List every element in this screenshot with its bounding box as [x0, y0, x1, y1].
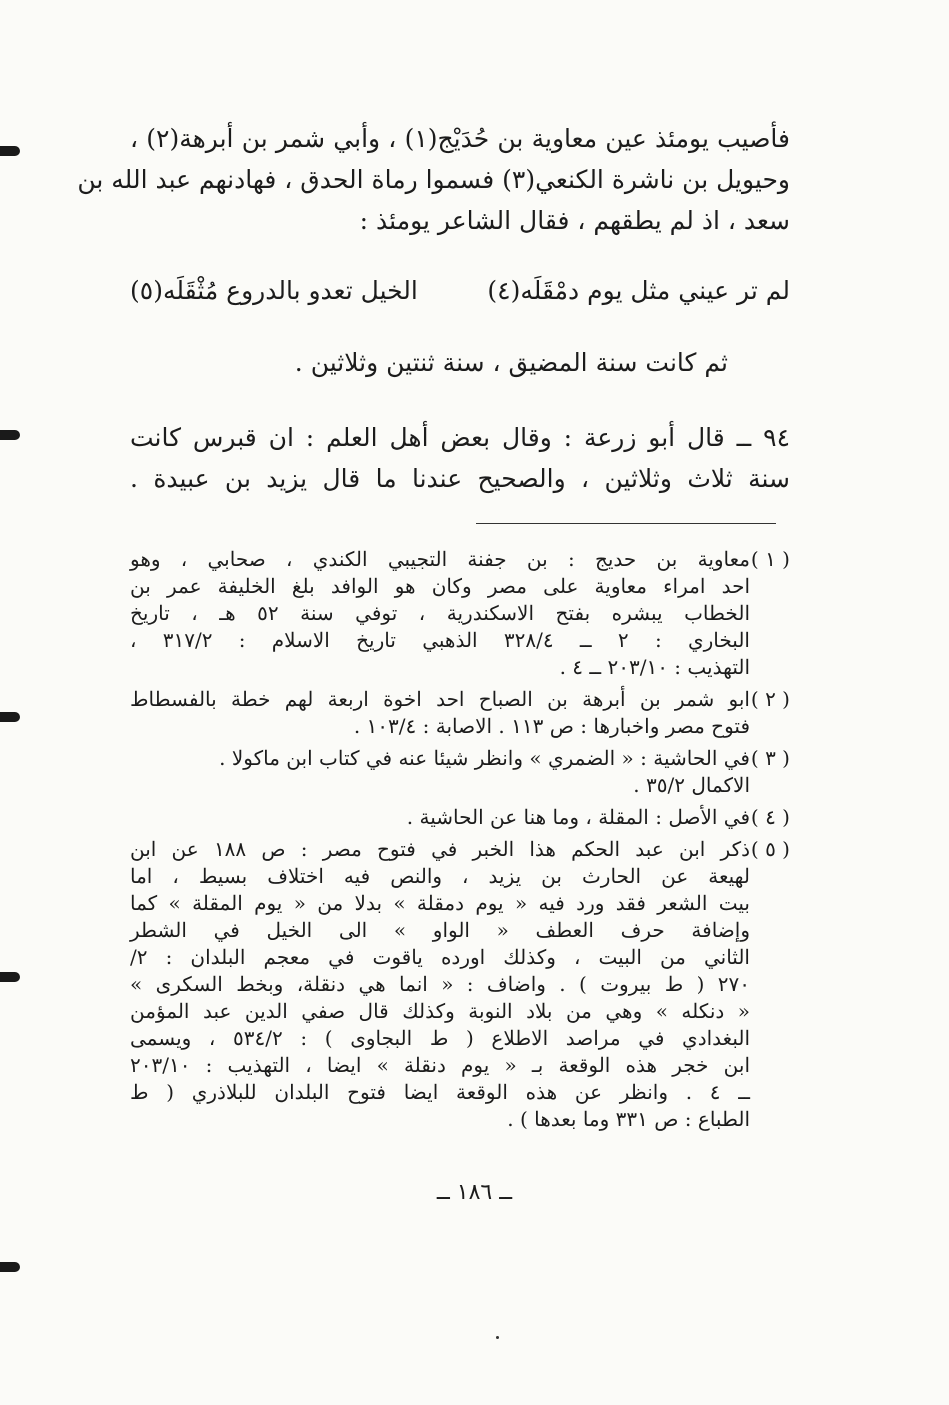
footnote-line: فتوح مصر واخبارها : ص ١١٣ . الاصابة : ١٠٣/٤ .: [353, 714, 750, 738]
text-line: وحيويل بن ناشرة الكنعي(٣) فسموا رماة الحدق ، فهادنهم عبد الله بن: [77, 165, 790, 194]
footnote-number: ( ٣ ): [750, 746, 790, 770]
speck: [496, 1336, 499, 1339]
footnote-4: [130, 804, 790, 831]
footnote-line: الاكمال ٣٥/٢ .: [633, 773, 750, 797]
text-line: ٩٤ ــ قال أبو زرعة : وقال بعض أهل العلم : ان قبرس كانت: [130, 423, 790, 452]
footnote-line: وإضافة حرف العطف « الواو » الى الخيل في الشطر: [130, 918, 750, 942]
footnote-line: ــ ٤ . وانظر عن هذه الوقعة ايضا فتوح البلدان للبلاذري ( ط: [130, 1080, 750, 1104]
binding-mark: [0, 430, 20, 440]
footnote-line: « دنكله » وهي من بلاد النوبة وكذلك قال صفي الدين عبد المؤمن: [130, 999, 750, 1023]
footnote-line: الخطاب يبشره بفتح الاسكندرية ، توفي سنة ٥٢ هـ ، تاريخ: [130, 601, 750, 625]
poem-verse: [130, 271, 790, 311]
footnote-number: ( ١ ): [750, 547, 790, 571]
verse-second-hemistich: الخيل تعدو بالدروع مُثْقَلَه(٥): [130, 276, 418, 305]
binding-mark: [0, 1262, 20, 1272]
footnote-line: التهذيب : ٢٠٣/١٠ ــ ٤ .: [559, 655, 750, 679]
footnote-text: [130, 686, 750, 740]
footnote-line: البغدادي في مراصد الاطلاع ( ط البجاوى ) : ٥٣٤/٢ ، ويسمى: [130, 1026, 751, 1050]
paragraph-94: [130, 417, 790, 499]
footnote-number: ( ٥ ): [750, 837, 790, 861]
footnote-2: [130, 686, 790, 740]
footnote-3: [130, 745, 790, 799]
footnote-line: في الأصل : المقلة ، وما هنا عن الحاشية .: [406, 805, 750, 829]
footnote-line: الثاني من البيت ، وكذلك اورده ياقوت في معجم البلدان : ٢/: [130, 945, 750, 969]
footnote-line: احد امراء معاوية على مصر وكان هو الوافد بلغ الخليفة عمر بن: [130, 574, 750, 598]
footnote-text: [130, 546, 750, 681]
binding-mark: [0, 712, 20, 722]
footnote-number: ( ٢ ): [750, 687, 790, 711]
footnote-text: [130, 804, 750, 831]
footnote-line: بيت الشعر فقد ورد فيه « يوم دمقلة » بدلا من « يوم المقلة » كما: [130, 891, 750, 915]
footnote-line: ابن خجر هذه الوقعة بـ « يوم دنقلة » ايضا ، التهذيب : ٢٠٣/١٠: [130, 1053, 750, 1077]
footnote-text: [130, 745, 750, 799]
footnote-line: ذكر ابن عبد الحكم هذا الخبر في فتوح مصر : ص ١٨٨ عن ابن: [130, 837, 750, 861]
after-verse-line: ثم كانت سنة المضيق ، سنة ثنتين وثلاثين .: [294, 348, 728, 377]
footnote-line: لهيعة عن الحارث بن يزيد ، والنص فيه اختلاف بسيط ، اما: [130, 864, 750, 888]
text-line: سنة ثلاث وثلاثين ، والصحيح عندنا ما قال يزيد بن عبيدة .: [130, 464, 790, 493]
footnote-number: ( ٤ ): [750, 805, 790, 829]
verse-first-hemistich: لم تر عيني مثل يوم دمْقَلَه(٤): [487, 276, 790, 305]
page-body: [77, 118, 790, 1138]
main-paragraph: [77, 118, 790, 241]
text-line: فأصيب يومئذ عين معاوية بن حُدَيْج(١) ، وأبي شمر بن أبرهة(٢) ،: [130, 124, 790, 153]
footnote-1: [130, 546, 790, 681]
page-number: ــ ١٨٦ ــ: [436, 1180, 513, 1205]
footnote-line: في الحاشية : « الضمري » وانظر شيئا عنه في كتاب ابن ماكولا .: [219, 746, 750, 770]
footnote-text: [130, 836, 750, 1133]
footnote-line: البخاري : ٢ ــ ٣٢٨/٤ الذهبي تاريخ الاسلام : ٣١٧/٢ ،: [130, 628, 750, 652]
footnote-5: [130, 836, 790, 1133]
binding-mark: [0, 146, 20, 156]
footnote-line: ابو شمر بن أبرهة بن الصباح احد اخوة اربعة لهم خطة بالفسطاط: [130, 687, 750, 711]
text-line: سعد ، اذ لم يطقهم ، فقال الشاعر يومئذ :: [359, 206, 790, 235]
footnotes: [130, 546, 790, 1133]
footnote-line: معاوية بن حديج : بن جفنة التجيبي الكندي ، صحابي ، وهو: [130, 547, 750, 571]
footnote-line: الطباع : ص ٣٣١ وما بعدها ) .: [507, 1107, 750, 1131]
binding-mark: [0, 972, 20, 982]
footnote-separator: [476, 523, 776, 524]
footnote-line: ٢٧٠ ( ط بيروت ) . واضاف : « انما هي دنقلة، وبخط السكرى »: [130, 972, 750, 996]
